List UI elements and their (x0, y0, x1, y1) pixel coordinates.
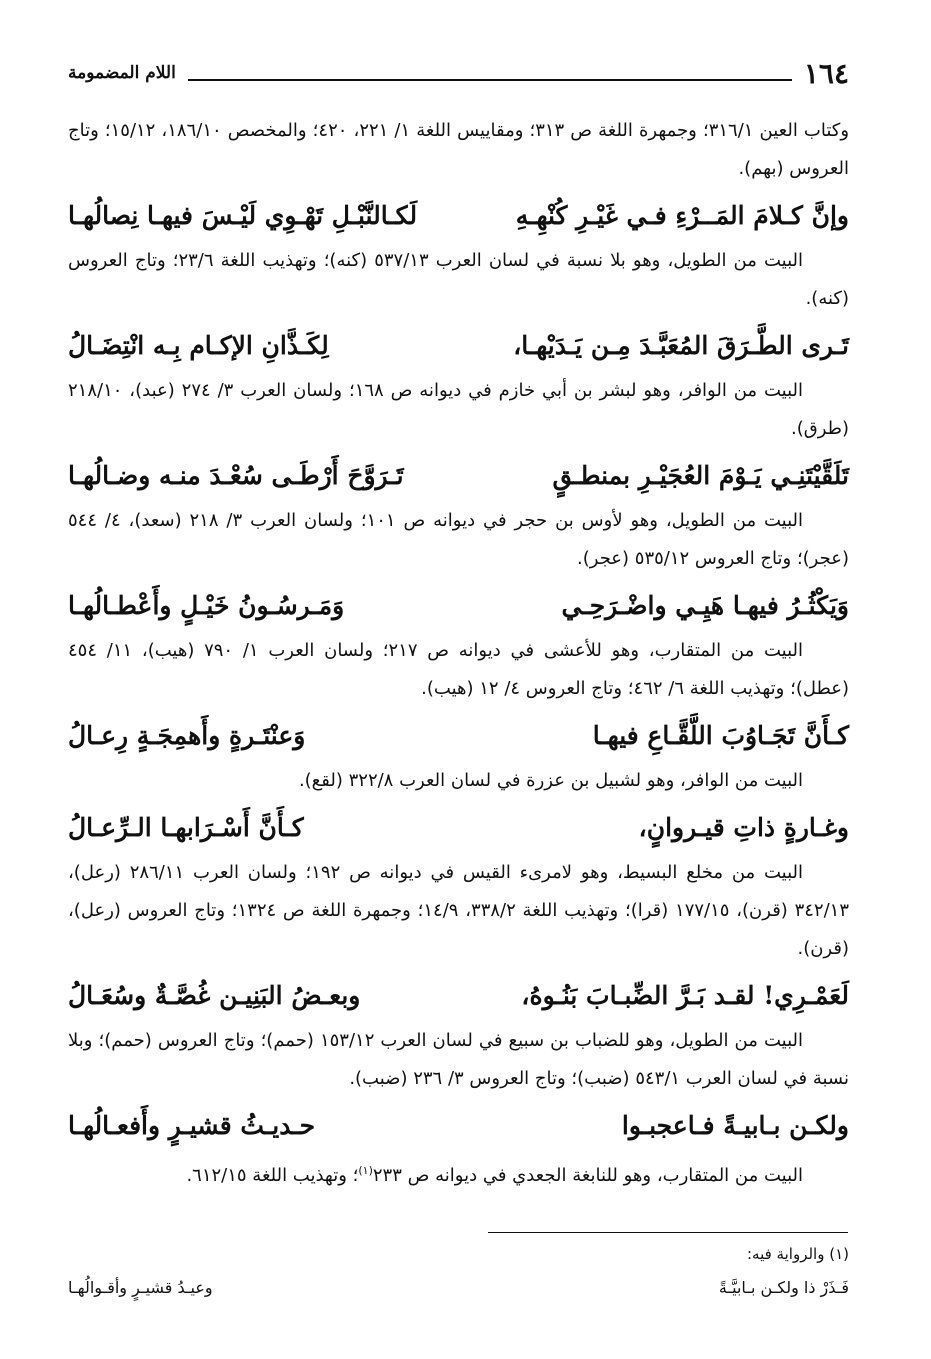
header-rule (188, 65, 792, 81)
page-number: ١٦٤ (803, 56, 849, 90)
verse-first-hemistich: ولكـن بـابيـةً فـاعجبـوا (621, 1110, 849, 1140)
footnote-verse-second: وعيـدُ قشيـرٍ وأقـوالُهـا (68, 1278, 213, 1297)
verse-citation: البيت من المتقارب، وهو للأعشى في ديوانه ص ٢١٧؛ ولسان العرب ١/ ٧٩٠ (هيب)، ١١/ ٤٥٤ (عطل)؛ وتهذيب اللغة ٦/ ٤٦٢؛ وتاج العروس ٤/ ١٢ (هيب). (68, 640, 849, 699)
verse-citation: البيت من مخلع البسيط، وهو لامرىء القيس في ديوانه ص ١٩٢؛ ولسان العرب ٢٨٦/١١ (رعل)، ٣٤٢/١٣ (قرن)، ١٧٧/١٥ (قرا)؛ وتهذيب اللغة ٣٣٨/٢، ١٤/٩؛ وجمهرة اللغة ص ١٣٢٤؛ وتاج العروس (رعل)، (قرن). (68, 862, 849, 959)
verse-line (68, 1098, 849, 1152)
verse-line (68, 968, 849, 1022)
page-content (68, 112, 849, 1195)
footnote-rule (488, 1232, 848, 1233)
verse-second-hemistich: كـأَنَّ أَسْـرَابهـا الـرِّعـالُ (68, 812, 304, 842)
verse-second-hemistich: حـديـثُ قشيـرٍ وأَفعـالُهـا (68, 1110, 316, 1140)
verse-line (68, 448, 849, 502)
footnote (68, 1242, 849, 1300)
verse-line (68, 708, 849, 762)
verse-second-hemistich: وبعـضُ البَنِيـن غُصَّـةٌ وسُعَـالُ (68, 980, 361, 1010)
verse-second-hemistich: لَكـالنَّبْـلِ تَهْـوِي لَيْـسَ فيهـا نِصالُهـا (68, 200, 418, 230)
verse-first-hemistich: وَيَكْثُـرُ فيهـا هَيِـي واضْـرَحِـي (561, 590, 849, 620)
section-title: اللام المضمومة (68, 63, 176, 83)
verse-first-hemistich: وغـارةٍ ذاتِ قيـروانٍ، (638, 812, 849, 842)
footnote-verse-first: فَـذَرْ ذا ولكـن بـابيَّـةً (718, 1278, 849, 1297)
verse-line (68, 188, 849, 242)
verse-first-hemistich: لَعَمْـرِي! لقـد بَـرَّ الضِّبـابَ بَنُـوهُ، (521, 980, 849, 1010)
prose-paragraph: وكتاب العين ٣١٦/١؛ وجمهرة اللغة ص ٣١٣؛ ومقاييس اللغة ١/ ٢٢١، ٤٢٠؛ والمخصص ١٨٦/١٠، ١٥/١٢؛ وتاج العروس (بهم). (68, 120, 850, 179)
footnote-label: (١) والرواية فيه: (747, 1245, 849, 1263)
citation-text: البيت من المتقارب، وهو للنابغة الجعدي في ديوانه ص ٢٣٣ (372, 1165, 803, 1186)
verse-first-hemistich: كـأَنَّ تَجَـاوُبَ اللَّقَّـاعِ فيهـا (592, 720, 849, 750)
page-header (68, 58, 849, 88)
verse-first-hemistich: تَلَقَّيْتَنِـي يَـوْمَ العُجَيْـرِ بمنطـقٍ (552, 460, 849, 490)
footnote-marker[interactable]: (١) (358, 1164, 373, 1177)
footnote-verse (68, 1276, 849, 1300)
verse-second-hemistich: وَعنْتَـرةٍ وأَهمِجَـةٍ رِعـالُ (68, 720, 306, 750)
verse-first-hemistich: تَـرى الطَّـرَقَ المُعَبَّـدَ مِـن يَـدَيْهـا، (513, 330, 849, 360)
verse-citation: البيت من الوافر، وهو لبشر بن أبي خازم في ديوانه ص ١٦٨؛ ولسان العرب ٣/ ٢٧٤ (عبد)، ٢١٨/١٠ (طرق). (68, 380, 849, 439)
verse-line (68, 578, 849, 632)
verse-citation: البيت من الطويل، وهو لأوس بن حجر في ديوانه ص ١٠١؛ ولسان العرب ٣/ ٢١٨ (سعد)، ٤/ ٥٤٤ (عجر)؛ وتاج العروس ٥٣٥/١٢ (عجر). (68, 510, 849, 569)
verse-citation: البيت من الوافر، وهو لشبيل بن عزرة في لسان العرب ٣٢٢/٨ (لقع). (298, 770, 803, 791)
verse-second-hemistich: وَمَـرسُـونُ خَيْـلٍ وأَعْطـالُهـا (68, 590, 345, 620)
verse-line (68, 800, 849, 854)
verse-second-hemistich: تَـرَوَّحَ أَرْطَـى سُعْـدَ منـه وضـالُهـا (68, 460, 404, 490)
verse-second-hemistich: لِكَـذَّانِ الإكـام بِـه انْتِضَـالُ (68, 330, 329, 360)
verse-citation: البيت من الطويل، وهو للضباب بن سبيع في لسان العرب ١٥٣/١٢ (حمم)؛ وتاج العروس (حمم)؛ وبلا نسبة في لسان العرب ٥٤٣/١ (ضبب)؛ وتاج العروس ٣/ ٢٣٦ (ضبب). (68, 1030, 849, 1089)
verse-first-hemistich: وإنَّ كـلامَ المَــرْءِ فـي غَيْـرِ كُنْهِـهِ (515, 200, 849, 230)
verse-line (68, 318, 849, 372)
verse-citation (68, 1152, 849, 1195)
citation-text-continued: ؛ وتهذيب اللغة ٦١٢/١٥. (186, 1165, 359, 1186)
verse-citation: البيت من الطويل، وهو بلا نسبة في لسان العرب ٥٣٧/١٣ (كنه)؛ وتهذيب اللغة ٢٣/٦؛ وتاج العروس (كنه). (68, 250, 849, 309)
